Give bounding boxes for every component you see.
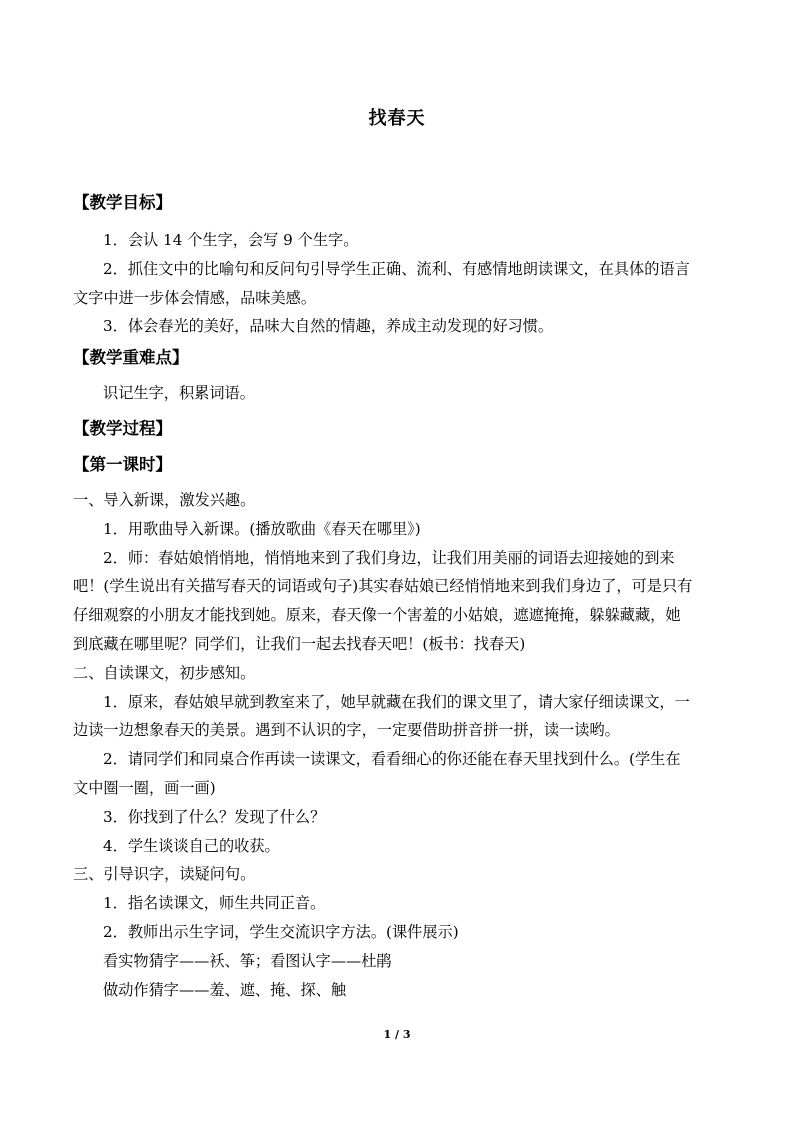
section-heading-1: 一、导入新课，激发兴趣。 xyxy=(73,490,256,509)
page-number: 1 / 3 xyxy=(383,1028,411,1041)
objective-line: 文字中进一步体会情感，品味美感。 xyxy=(73,288,316,307)
section2-line: 文中圈一圈，画一画) xyxy=(73,778,216,797)
section2-line: 边读一边想象春天的美景。遇到不认识的字，一定要借助拼音拼一拼，读一读哟。 xyxy=(73,721,620,740)
section2-line: 3．你找到了什么？发现了什么？ xyxy=(103,807,326,826)
objective-line: 2．抓住文中的比喻句和反问句引导学生正确、流利、有感情地朗读课文，在具体的语言 xyxy=(103,259,690,278)
section1-line: 到底藏在哪里呢？同学们，让我们一起去找春天吧！(板书：找春天) xyxy=(73,634,526,653)
document-title: 找春天 xyxy=(368,108,426,129)
section3-line: 1．指名读课文，师生共同正音。 xyxy=(103,894,326,913)
section1-line: 2．师：春姑娘悄悄地，悄悄地来到了我们身边，让我们用美丽的词语去迎接她的到来 xyxy=(103,548,675,567)
heading-key-points: 【教学重难点】 xyxy=(73,348,189,368)
heading-lesson1: 【第一课时】 xyxy=(73,454,172,474)
document-body xyxy=(73,188,723,1004)
objective-line: 3．体会春光的美好，品味大自然的情趣，养成主动发现的好习惯。 xyxy=(103,317,554,336)
section3-line: 看实物猜字——袄、筝；看图认字——杜鹃 xyxy=(103,951,392,970)
section2-line: 1．原来，春姑娘早就到教室来了，她早就藏在我们的课文里了，请大家仔细读课文，一 xyxy=(103,692,690,711)
heading-objectives: 【教学目标】 xyxy=(73,193,172,212)
section1-line: 吧！(学生说出有关描写春天的词语或句子)其实春姑娘已经悄悄地来到我们身边了，可是只有 xyxy=(73,577,693,596)
section-heading-2: 二、自读课文，初步感知。 xyxy=(73,663,256,682)
key-points-text: 识记生字，积累词语。 xyxy=(103,384,255,403)
section2-line: 2．请同学们和同桌合作再读一读课文，看看细心的你还能在春天里找到什么。(学生在 xyxy=(103,750,681,769)
section-heading-3: 三、引导识字，读疑问句。 xyxy=(73,865,256,884)
heading-process: 【教学过程】 xyxy=(73,418,172,438)
section3-line: 2．教师出示生字词，学生交流识字方法。(课件展示) xyxy=(103,922,459,941)
objective-line: 1．会认 14 个生字，会写 9 个生字。 xyxy=(103,231,359,249)
section1-line: 仔细观察的小朋友才能找到她。原来，春天像一个害羞的小姑娘，遮遮掩掩，躲躲藏藏，她 xyxy=(73,606,681,625)
section1-line: 1．用歌曲导入新课。(播放歌曲《春天在哪里》) xyxy=(103,519,421,538)
section3-line: 做动作猜字——羞、遮、掩、探、触 xyxy=(103,980,346,999)
section2-line: 4．学生谈谈自己的收获。 xyxy=(103,836,280,855)
